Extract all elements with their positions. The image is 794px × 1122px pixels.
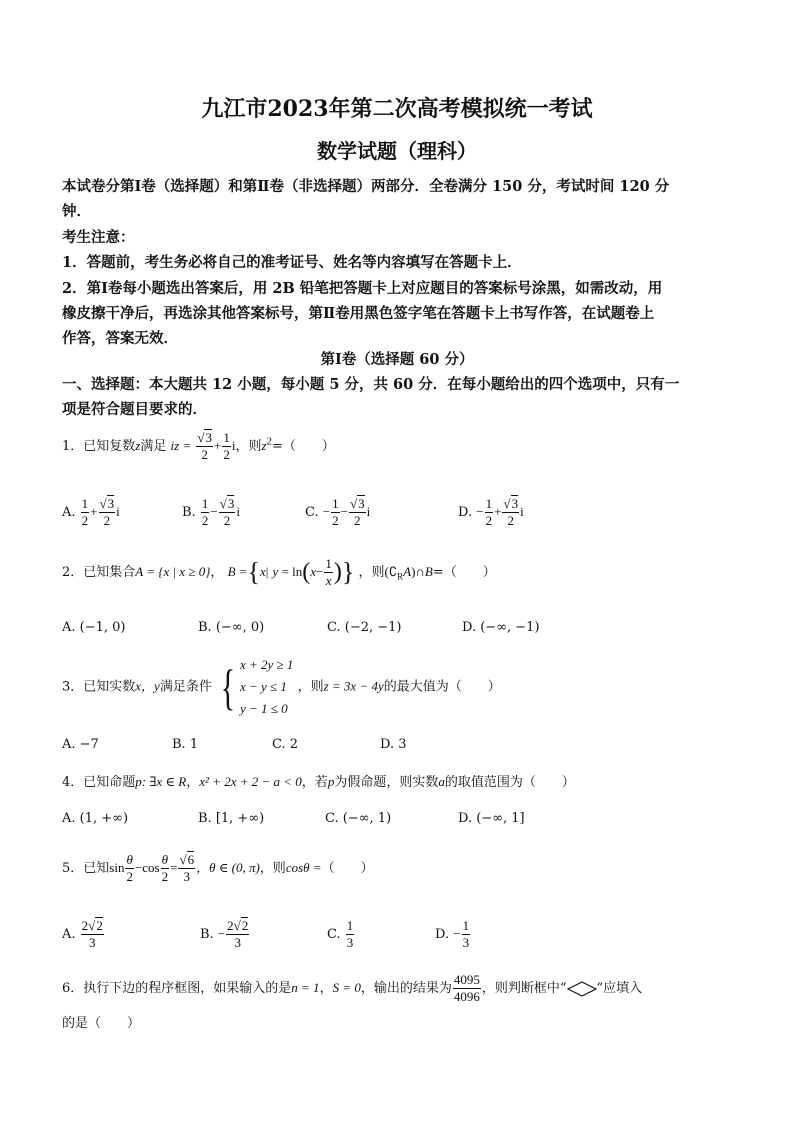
q4-option-d: D. (−∞, 1] <box>458 811 525 826</box>
exam-title: 九江市2023年第二次高考模拟统一考试 <box>201 96 593 122</box>
note-2-line-1: 2．第Ⅰ卷每小题选出答案后，用 2B 铅笔把答题卡上对应题目的答案标号涂黑，如需改动，用 <box>62 280 663 297</box>
q4-option-a: A. (1, +∞) <box>62 811 129 826</box>
question-4: 4．已知命题p: ∃x ∈ R，x² + 2x + 2 − a < 0，若p为假命题，则实数a的取值范围为（ ） <box>62 774 575 790</box>
note-2-line-3: 作答，答案无效． <box>62 330 178 347</box>
part-1-heading: 第Ⅰ卷（选择题 60 分） <box>320 351 474 368</box>
q2-option-b: B. (−∞, 0) <box>198 620 265 635</box>
q4-option-b: B. [1, +∞) <box>198 811 265 826</box>
notes-heading: 考生注意： <box>62 229 135 246</box>
question-6: 6．执行下边的程序框图，如果输入的是n = 1，S = 0，输出的结果为 $\frac{4095}{4096}$ ，则判断框中“ ”应填入 <box>62 972 643 1004</box>
note-2-line-2: 橡皮擦干净后，再选涂其他答案标号，第Ⅱ卷用黑色签字笔在答题卡上书写作答，在试题卷上 <box>62 305 655 322</box>
q1-option-a: A. $\frac{1}{2}$ + $\frac{√3}{2}$ i <box>62 496 120 528</box>
q3-option-b: B. 1 <box>172 737 199 752</box>
q4-option-c: C. (−∞, 1) <box>325 811 392 826</box>
q2-option-d: D. (−∞, −1) <box>462 620 540 635</box>
section-1-line-2: 项是符合题目要求的． <box>62 401 207 418</box>
note-1: 1．答题前，考生务必将自己的准考证号、姓名等内容填写在答题卡上． <box>62 254 522 271</box>
q5-option-a: A. $\frac{2√2}{3}$ <box>62 918 103 950</box>
q1-option-d: D. − $\frac{1}{2}$ + $\frac{√3}{2}$ i <box>458 496 524 528</box>
q5-option-c: C. $\frac{1}{3}$ <box>327 918 354 950</box>
q5-option-b: B. − $\frac{2√2}{3}$ <box>200 918 249 950</box>
q3-option-c: C. 2 <box>272 737 299 752</box>
exam-subtitle: 数学试题（理科） <box>317 139 477 163</box>
q1-option-c: C. − $\frac{1}{2}$ − $\frac{√3}{2}$ i <box>305 496 371 528</box>
question-1: 1．已知复数z满足 iz = $\frac{√3}{2}$ + $\frac{1}{2}$ i，则$z^2=$（ ） <box>62 430 335 462</box>
question-5: 5．已知sin $\frac{\theta}{2}$ −cos $\frac{\theta}{2}$ = $\frac{√6}{3}$ ，θ ∈ (0, π)，则cosθ =（ ） <box>62 852 374 884</box>
q2-option-c: C. (−2, −1) <box>327 620 402 635</box>
section-1-line-1: 一、选择题：本大题共 12 小题，每小题 5 分，共 60 分．在每小题给出的四个选项中，只有一 <box>62 376 680 393</box>
q2-option-a: A. (−1, 0) <box>62 620 126 635</box>
q1-option-b: B. $\frac{1}{2}$ − $\frac{√3}{2}$ i <box>182 496 240 528</box>
intro-line-2: 钟． <box>62 203 91 220</box>
q3-option-a: A. −7 <box>62 737 99 752</box>
q5-option-d: D. − $\frac{1}{3}$ <box>435 918 470 950</box>
question-3: 3．已知实数x，y满足条件 { x + 2y ≥ 1 x − y ≤ 1 y − 1 ≤ 0 ，则z = 3x − 4y的最大值为（ ） <box>62 657 501 716</box>
question-6-line-2: 的是（ ） <box>62 1016 141 1031</box>
q3-option-d: D. 3 <box>380 737 407 752</box>
intro-line-1: 本试卷分第Ⅰ卷（选择题）和第Ⅱ卷（非选择题）两部分．全卷满分 150 分，考试时间 120 分 <box>62 178 670 195</box>
question-2: 2．已知集合A = {x | x ≥ 0}， B ={x| y = ln(x− $\frac{1}{x}$ )} ，则$(∁_RA)\cap B=$（ ） <box>62 556 496 588</box>
decision-diamond-icon <box>567 981 597 997</box>
